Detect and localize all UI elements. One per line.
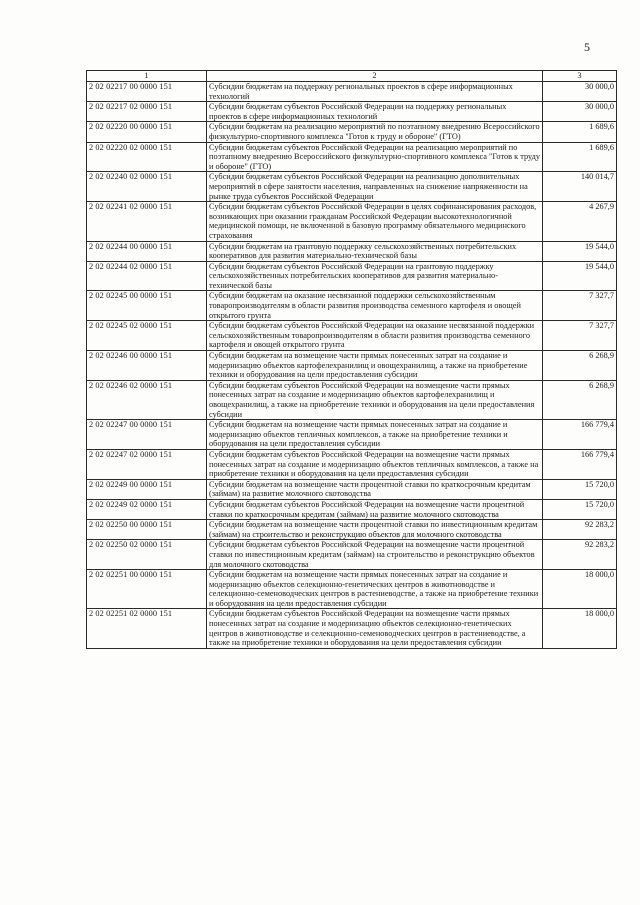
income-code-cell: 2 02 02244 00 0000 151 [87, 241, 207, 261]
table-row [87, 540, 617, 570]
table-row [87, 82, 617, 102]
description-cell: Субсидии бюджетам на оказание несвязанной поддержки сельскохозяйственным товаропроизводителям в области развития производства семенного картофеля и овощей открытого грунта [207, 291, 543, 321]
description-cell: Субсидии бюджетам субъектов Российской Федерации на оказание несвязанной поддержки сельскохозяйственным товаропроизводителям в области развития производства семенного картофеля и овощей открытого грунта [207, 321, 543, 351]
income-code-cell: 2 02 02251 00 0000 151 [87, 570, 207, 609]
amount-cell: 30 000,0 [543, 102, 617, 122]
description-cell: Субсидии бюджетам субъектов Российской Федерации на возмещение части прямых понесенных затрат на создание и модернизацию объектов картофелехранилищ и овощехранилищ, а также на приобретение техники и оборудования на цели предоставления субсидии [207, 380, 543, 419]
amount-cell: 6 268,9 [543, 380, 617, 419]
amount-cell: 7 327,7 [543, 291, 617, 321]
table-row [87, 172, 617, 202]
header-row [87, 71, 617, 82]
income-code-cell: 2 02 02245 00 0000 151 [87, 291, 207, 321]
description-cell: Субсидии бюджетам субъектов Российской Федерации на возмещение части процентной ставки по краткосрочным кредитам (займам) на развитие молочного скотоводства [207, 499, 543, 519]
amount-cell: 1 689,6 [543, 122, 617, 142]
income-code-cell: 2 02 02217 00 0000 151 [87, 82, 207, 102]
table-row [87, 351, 617, 381]
description-cell: Субсидии бюджетам на возмещение части прямых понесенных затрат на создание и модернизацию объектов селекционно-генетических центров в животноводстве и селекционно-семеноводческих центров в растениеводстве, а также на приобретение техники и оборудования на цели предоставления субсидии [207, 570, 543, 609]
description-cell: Субсидии бюджетам на возмещение части прямых понесенных затрат на создание и модернизацию объектов картофелехранилищ и овощехранилищ, а также на приобретение техники и оборудования на цели предоставления субсидии [207, 351, 543, 381]
column-header-1: 1 [87, 71, 207, 82]
table-row [87, 291, 617, 321]
income-code-cell: 2 02 02247 00 0000 151 [87, 420, 207, 450]
amount-cell: 18 000,0 [543, 609, 617, 648]
description-cell: Субсидии бюджетам субъектов Российской Федерации на возмещение части прямых понесенных затрат на создание и модернизацию объектов селекционно-генетических центров в животноводстве и селекционно-семеноводческих центров в растениеводстве, а также на приобретение техники и оборудования на цели предоставления субсидии [207, 609, 543, 648]
table-row [87, 122, 617, 142]
amount-cell: 92 283,2 [543, 520, 617, 540]
amount-cell: 15 720,0 [543, 499, 617, 519]
income-code-cell: 2 02 02249 00 0000 151 [87, 479, 207, 499]
income-code-cell: 2 02 02241 02 0000 151 [87, 202, 207, 241]
description-cell: Субсидии бюджетам на возмещение части процентной ставки по краткосрочным кредитам (займам) на развитие молочного скотоводства [207, 479, 543, 499]
income-code-cell: 2 02 02245 02 0000 151 [87, 321, 207, 351]
description-cell: Субсидии бюджетам субъектов Российской Федерации на возмещение части процентной ставки по инвестиционным кредитам (займам) на строительство и реконструкцию объектов для молочного скотоводства [207, 540, 543, 570]
table-row [87, 380, 617, 419]
amount-cell: 30 000,0 [543, 82, 617, 102]
table-row [87, 420, 617, 450]
amount-cell: 166 779,4 [543, 449, 617, 479]
table-row [87, 609, 617, 648]
amount-cell: 15 720,0 [543, 479, 617, 499]
amount-cell: 6 268,9 [543, 351, 617, 381]
table-row [87, 449, 617, 479]
income-code-cell: 2 02 02220 00 0000 151 [87, 122, 207, 142]
income-code-cell: 2 02 02250 02 0000 151 [87, 540, 207, 570]
amount-cell: 92 283,2 [543, 540, 617, 570]
income-code-cell: 2 02 02250 00 0000 151 [87, 520, 207, 540]
description-cell: Субсидии бюджетам субъектов Российской Федерации в целях софинансирования расходов, возникающих при оказании гражданам Российской Федерации высокотехнологичной медицинской помощи, не включенной в базовую программу обязательного медицинского страхования [207, 202, 543, 241]
description-cell: Субсидии бюджетам субъектов Российской Федерации на реализацию мероприятий по поэтапному внедрению Всероссийского физкультурно-спортивного комплекса "Готов к труду и обороне" (ГТО) [207, 142, 543, 172]
table-row [87, 102, 617, 122]
column-header-3: 3 [543, 71, 617, 82]
income-code-cell: 2 02 02246 02 0000 151 [87, 380, 207, 419]
income-code-cell: 2 02 02217 02 0000 151 [87, 102, 207, 122]
column-header-2: 2 [207, 71, 543, 82]
table-row [87, 202, 617, 241]
income-code-cell: 2 02 02240 02 0000 151 [87, 172, 207, 202]
description-cell: Субсидии бюджетам субъектов Российской Федерации на грантовую поддержку сельскохозяйственных потребительских кооперативов для развития материально-технической базы [207, 261, 543, 291]
description-cell: Субсидии бюджетам на грантовую поддержку сельскохозяйственных потребительских кооперативов для развития материально-технической базы [207, 241, 543, 261]
amount-cell: 7 327,7 [543, 321, 617, 351]
description-cell: Субсидии бюджетам на возмещение части процентной ставки по инвестиционным кредитам (займам) на строительство и реконструкцию объектов для молочного скотоводства [207, 520, 543, 540]
amount-cell: 18 000,0 [543, 570, 617, 609]
description-cell: Субсидии бюджетам на возмещение части прямых понесенных затрат на создание и модернизацию объектов тепличных комплексов, а также на приобретение техники и оборудования на цели предоставления субсидии [207, 420, 543, 450]
budget-table [86, 70, 617, 649]
income-code-cell: 2 02 02249 02 0000 151 [87, 499, 207, 519]
description-cell: Субсидии бюджетам субъектов Российской Федерации на возмещение части прямых понесенных затрат на создание и модернизацию объектов тепличных комплексов, а также на приобретение техники и оборудования на цели предоставления субсидии [207, 449, 543, 479]
amount-cell: 140 014,7 [543, 172, 617, 202]
description-cell: Субсидии бюджетам субъектов Российской Федерации на реализацию дополнительных мероприятий в сфере занятости населения, направленных на снижение напряженности на рынке труда субъектов Российской Федерации [207, 172, 543, 202]
income-code-cell: 2 02 02251 02 0000 151 [87, 609, 207, 648]
amount-cell: 166 779,4 [543, 420, 617, 450]
income-code-cell: 2 02 02247 02 0000 151 [87, 449, 207, 479]
description-cell: Субсидии бюджетам на реализацию мероприятий по поэтапному внедрению Всероссийского физкультурно-спортивного комплекса "Готов к труду и обороне" (ГТО) [207, 122, 543, 142]
amount-cell: 19 544,0 [543, 241, 617, 261]
table-row [87, 479, 617, 499]
income-code-cell: 2 02 02246 00 0000 151 [87, 351, 207, 381]
amount-cell: 1 689,6 [543, 142, 617, 172]
table-row [87, 570, 617, 609]
table-row [87, 499, 617, 519]
table-row [87, 142, 617, 172]
amount-cell: 4 267,9 [543, 202, 617, 241]
table-row [87, 520, 617, 540]
table-row [87, 241, 617, 261]
table-row [87, 321, 617, 351]
description-cell: Субсидии бюджетам на поддержку региональных проектов в сфере информационных технологий [207, 82, 543, 102]
description-cell: Субсидии бюджетам субъектов Российской Федерации на поддержку региональных проектов в сфере информационных технологий [207, 102, 543, 122]
income-code-cell: 2 02 02220 02 0000 151 [87, 142, 207, 172]
income-code-cell: 2 02 02244 02 0000 151 [87, 261, 207, 291]
table-row [87, 261, 617, 291]
page-number: 5 [584, 40, 590, 54]
amount-cell: 19 544,0 [543, 261, 617, 291]
